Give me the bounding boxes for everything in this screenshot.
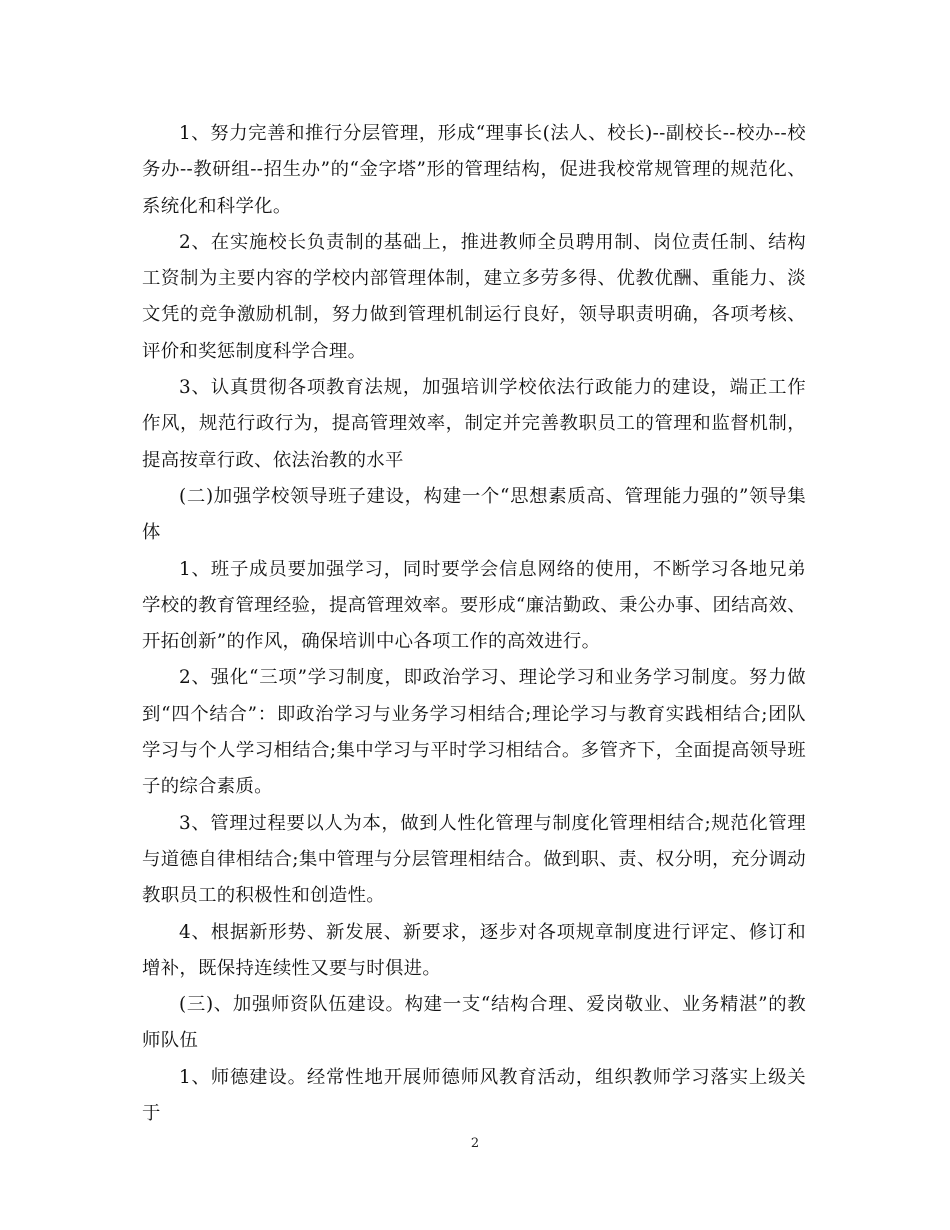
paragraph-rules-revision: 4、根据新形势、新发展、新要求，逐步对各项规章制度进行评定、修订和增补，既保持连续性又要与时俱进。: [142, 921, 806, 979]
paragraph-people-oriented: 3、管理过程要以人为本，做到人性化管理与制度化管理相结合;规范化管理与道德自律相结合;集中管理与分层管理相结合。做到职、责、权分明，充分调动教职员工的积极性和创造性。: [142, 812, 806, 907]
paragraph-team-study: 1、班子成员要加强学习，同时要学会信息网络的使用，不断学习各地兄弟学校的教育管理经验，提高管理效率。要形成“廉洁勤政、秉公办事、团结高效、开拓创新”的作风，确保培训中心各项工作的高效进行。: [142, 558, 806, 653]
paragraph-teacher-ethics: 1、师德建设。经常性地开展师德师风教育活动，组织教师学习落实上级关于: [142, 1066, 806, 1125]
document-body: [142, 116, 806, 1132]
section-heading-leadership-team: (二)加强学校领导班子建设，构建一个“思想素质高、管理能力强的”领导集体: [142, 485, 806, 544]
paragraph-principal-responsibility: 2、在实施校长负责制的基础上，推进教师全员聘用制、岗位责任制、结构工资制为主要内容的学校内部管理体制，建立多劳多得、优教优酬、重能力、淡文凭的竞争激励机制，努力做到管理机制运行良好，领导职责明确，各项考核、评价和奖惩制度科学合理。: [142, 231, 806, 362]
page-number: 2: [470, 1136, 480, 1151]
section-heading-teacher-team: (三)、加强师资队伍建设。构建一支“结构合理、爱岗敬业、业务精湛”的教师队伍: [142, 994, 806, 1052]
paragraph-education-laws: 3、认真贯彻各项教育法规，加强培训学校依法行政能力的建设，端正工作作风，规范行政行为，提高管理效率，制定并完善教职员工的管理和监督机制，提高按章行政、依法治教的水平: [142, 377, 806, 471]
paragraph-layered-management: 1、努力完善和推行分层管理，形成“理事长(法人、校长)--副校长--校办--校务办--教研组--招生办”的“金字塔”形的管理结构，促进我校常规管理的规范化、系统化和科学化。: [142, 123, 806, 217]
paragraph-three-study-systems: 2、强化“三项”学习制度，即政治学习、理论学习和业务学习制度。努力做到“四个结合”：即政治学习与业务学习相结合;理论学习与教育实践相结合;团队学习与个人学习相结合;集中学习与平时学习相结合。多管齐下，全面提高领导班子的综合素质。: [142, 667, 806, 798]
